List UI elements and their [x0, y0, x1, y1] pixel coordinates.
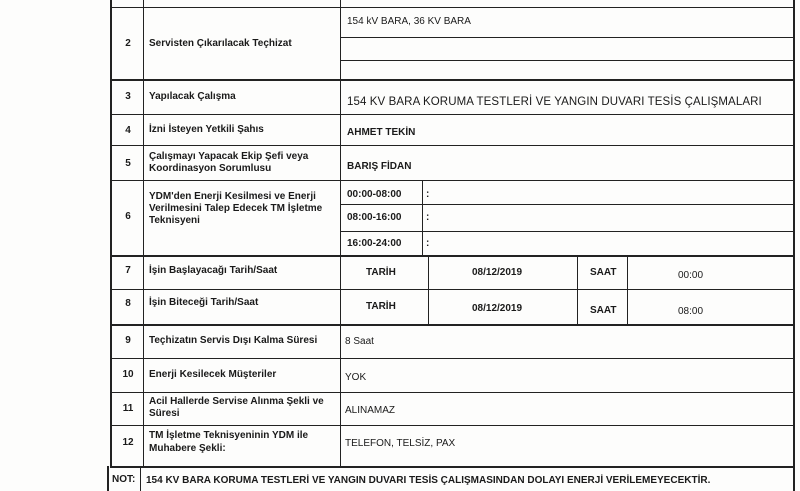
label-column-divider: [340, 0, 341, 468]
shift-divider: [422, 180, 423, 256]
date-label: TARİH: [366, 301, 396, 312]
shift-time: 08:00-16:00: [347, 212, 402, 223]
note-divider: [140, 466, 141, 491]
shift-time: 16:00-24:00: [347, 238, 402, 249]
date-value: 08/12/2019: [472, 303, 523, 314]
time-divider: [627, 256, 628, 325]
row-value: ALINAMAZ: [345, 405, 396, 416]
row-value: 154 KV BARA KORUMA TESTLERİ VE YANGIN DUVARI TESİS ÇALIŞMALARI: [347, 96, 762, 108]
row-border: [110, 358, 795, 359]
row-label-line: Çalışmayı Yapacak Ekip Şefi veya: [149, 151, 309, 162]
row-label: Teçhizatın Servis Dışı Kalma Süresi: [149, 335, 318, 346]
row-border: [110, 324, 795, 326]
row-border: [110, 180, 795, 181]
row-value: TELEFON, TELSİZ, PAX: [345, 438, 456, 449]
row-number: 9: [125, 335, 131, 346]
time-value: 00:00: [678, 270, 704, 281]
shift-time: 00:00-08:00: [347, 189, 402, 200]
row-border: [110, 255, 795, 257]
row-border: [110, 392, 795, 393]
row-label: İzni İsteyen Yetkili Şahıs: [149, 124, 264, 135]
row-number: 8: [125, 298, 131, 309]
row-number: 2: [125, 38, 131, 49]
row-label-line: Teknisyeni: [149, 215, 200, 226]
row-label-line: Verilmesini Talep Edecek TM İşletme: [149, 203, 323, 214]
number-column-divider: [143, 0, 144, 468]
row-number: 11: [122, 403, 134, 414]
row-number: 3: [125, 91, 131, 102]
row-value: 8 Saat: [345, 336, 374, 347]
row-inner-line: [340, 37, 795, 38]
date-divider: [428, 256, 429, 325]
row-number: 12: [122, 437, 134, 448]
time-label: SAAT: [590, 305, 617, 316]
row-number: 10: [122, 369, 134, 380]
table-left-border: [110, 0, 112, 468]
note-left-border: [107, 466, 109, 491]
date-label: TARİH: [366, 267, 396, 278]
row-label-line: Koordinasyon Sorumlusu: [149, 163, 272, 174]
row-value: BARIŞ FİDAN: [347, 161, 412, 172]
shift-colon: :: [426, 189, 430, 200]
table-right-border: [793, 0, 795, 491]
row-number: 5: [125, 158, 131, 169]
row-border: [110, 145, 795, 146]
note-label: NOT:: [112, 474, 136, 485]
row-border: [110, 466, 795, 468]
row-number: 7: [125, 265, 131, 276]
row-value: AHMET TEKİN: [347, 127, 416, 138]
note-text: 154 KV BARA KORUMA TESTLERİ VE YANGIN DUVARI TESİS ÇALIŞMASINDAN DOLAYI ENERJİ VERİLEMEYECEKTİR.: [146, 475, 711, 486]
time-label-divider: [577, 256, 578, 325]
row-value: 154 kV BARA, 36 KV BARA: [347, 16, 471, 27]
row-label: İşin Başlayacağı Tarih/Saat: [149, 265, 278, 276]
row-border: [110, 114, 795, 115]
date-value: 08/12/2019: [472, 267, 523, 278]
row-number: 4: [125, 125, 131, 136]
row-inner-line: [340, 231, 795, 232]
time-value: 08:00: [678, 306, 704, 317]
row-inner-line: [340, 60, 795, 61]
row-label: İşin Biteceği Tarih/Saat: [149, 297, 259, 308]
row-border: [110, 79, 795, 81]
row-label-line: TM İşletme Teknisyeninin YDM ile: [149, 430, 309, 441]
row-value: YOK: [345, 372, 367, 383]
shift-colon: :: [426, 212, 430, 223]
shift-colon: :: [426, 238, 430, 249]
row-border: [110, 289, 795, 290]
row-border: [110, 425, 795, 426]
row-label-line: Muhabere Şekli:: [149, 443, 226, 454]
row-label: Yapılacak Çalışma: [149, 91, 236, 102]
row-label-line: YDM'den Enerji Kesilmesi ve Enerji: [149, 191, 316, 202]
row-label-line: Süresi: [149, 408, 180, 419]
row-number: 6: [125, 211, 131, 222]
time-label: SAAT: [590, 267, 617, 278]
row-label: Enerji Kesilecek Müşteriler: [149, 369, 277, 380]
row-inner-line: [340, 204, 795, 205]
row-label-line: Acil Hallerde Servise Alınma Şekli ve: [149, 396, 324, 407]
row-label: Servisten Çıkarılacak Teçhizat: [149, 38, 292, 49]
row-border: [110, 7, 795, 8]
